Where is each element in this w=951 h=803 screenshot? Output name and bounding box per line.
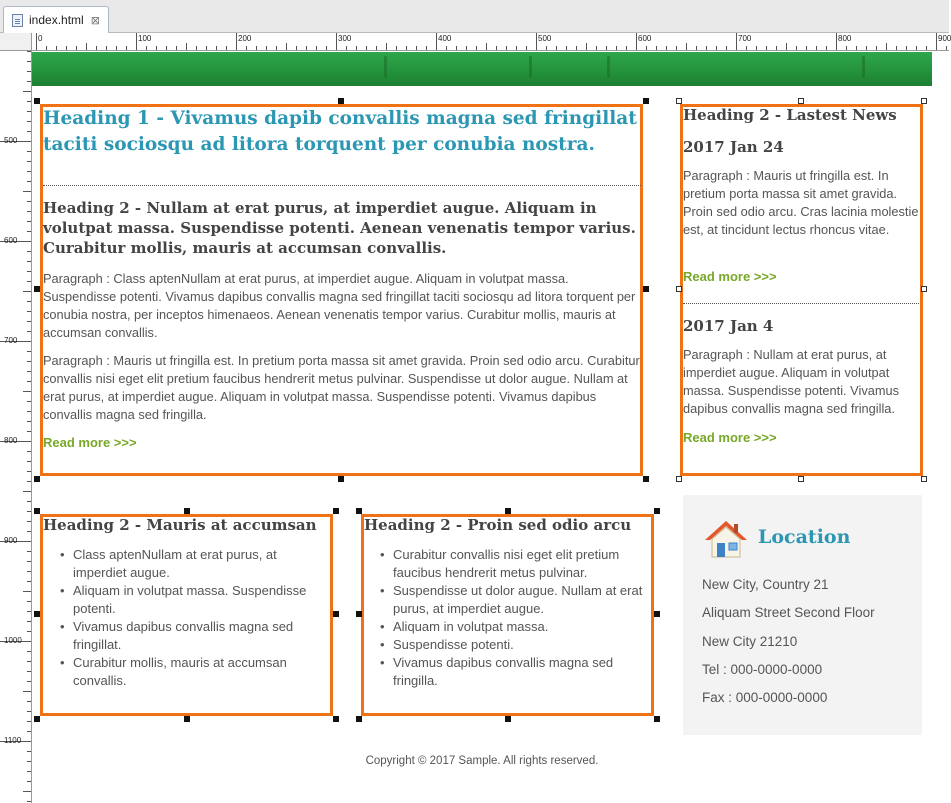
ruler-tick <box>726 46 727 50</box>
ruler-tick <box>23 591 31 592</box>
ruler-tick <box>586 43 587 50</box>
location-address-line: Aliquam Street Second Floor <box>702 605 875 620</box>
ruler-tick <box>27 351 31 352</box>
ruler-tick <box>606 46 607 50</box>
list-item: • Class aptenNullam at erat purus, at imperdiet augue. <box>43 546 331 582</box>
ruler-tick <box>296 46 297 50</box>
resize-handle[interactable] <box>921 476 927 482</box>
location-address-line: New City, Country 21 <box>702 577 829 592</box>
ruler-tick <box>27 101 31 102</box>
ruler-tick <box>696 46 697 50</box>
ruler-tick <box>476 46 477 50</box>
ruler-label: 1100 <box>4 736 22 745</box>
ruler-tick <box>336 33 337 50</box>
ruler-tick <box>66 46 67 50</box>
ruler-tick <box>776 46 777 50</box>
list-item: • Vivamus dapibus convallis magna sed fringilla. <box>363 654 651 690</box>
ruler-tick <box>27 421 31 422</box>
resize-handle[interactable] <box>798 98 804 104</box>
ruler-tick <box>506 46 507 50</box>
ruler-tick <box>516 46 517 50</box>
list-item: • Suspendisse potenti. <box>363 636 651 654</box>
ruler-tick <box>456 46 457 50</box>
resize-handle[interactable] <box>505 508 511 514</box>
ruler-tick <box>23 491 31 492</box>
ruler-tick <box>576 46 577 50</box>
ruler-tick <box>596 46 597 50</box>
tab-strip <box>0 0 949 33</box>
ruler-tick <box>826 46 827 50</box>
ruler-tick <box>27 171 31 172</box>
ruler-tick <box>27 121 31 122</box>
ruler-tick <box>836 33 837 50</box>
news-heading: Heading 2 - Lastest News <box>683 106 897 124</box>
ruler-tick <box>27 711 31 712</box>
resize-handle[interactable] <box>654 508 660 514</box>
news-date: 2017 Jan 4 <box>683 317 774 335</box>
ruler-label: 700 <box>738 34 752 43</box>
resize-handle[interactable] <box>34 286 40 292</box>
ruler-tick <box>436 33 437 50</box>
ruler-tick <box>27 271 31 272</box>
ruler-tick <box>27 281 31 282</box>
resize-handle[interactable] <box>184 508 190 514</box>
ruler-tick <box>756 46 757 50</box>
close-icon[interactable]: ⊠ <box>90 14 100 27</box>
ruler-tick <box>96 46 97 50</box>
ruler-label: 1000 <box>4 636 22 645</box>
ruler-tick <box>376 46 377 50</box>
news-date: 2017 Jan 24 <box>683 138 784 156</box>
ruler-tick <box>326 46 327 50</box>
location-panel <box>683 495 922 735</box>
ruler-tick <box>27 381 31 382</box>
ruler-tick <box>27 451 31 452</box>
ruler-tick <box>27 461 31 462</box>
ruler-tick <box>746 46 747 50</box>
ruler-tick <box>27 251 31 252</box>
main-read-more-link[interactable]: Read more >>> <box>43 435 137 450</box>
resize-handle[interactable] <box>921 98 927 104</box>
ruler-tick <box>556 46 557 50</box>
ruler-tick <box>27 201 31 202</box>
ruler-tick <box>23 191 31 192</box>
ruler-tick <box>27 361 31 362</box>
ruler-tick <box>27 51 31 52</box>
grass-decoration <box>607 56 610 78</box>
ruler-tick <box>626 46 627 50</box>
ruler-tick <box>136 33 137 50</box>
ruler-tick <box>616 46 617 50</box>
ruler-tick <box>27 411 31 412</box>
ruler-tick <box>176 46 177 50</box>
ruler-tick <box>46 46 47 50</box>
ruler-tick <box>856 46 857 50</box>
resize-handle[interactable] <box>505 716 511 722</box>
resize-handle[interactable] <box>338 98 344 104</box>
ruler-tick <box>286 43 287 50</box>
file-icon <box>12 14 23 27</box>
location-fax: Fax : 000-0000-0000 <box>702 690 828 705</box>
ruler-tick <box>27 701 31 702</box>
divider <box>43 185 641 186</box>
ruler-tick <box>236 33 237 50</box>
location-phone: Tel : 000-0000-0000 <box>702 662 823 677</box>
ruler-label: 800 <box>4 436 18 445</box>
grass-decoration <box>384 56 387 78</box>
ruler-tick <box>27 131 31 132</box>
ruler-label: 600 <box>4 236 18 245</box>
resize-handle[interactable] <box>676 98 682 104</box>
resize-handle[interactable] <box>333 716 339 722</box>
resize-handle[interactable] <box>34 508 40 514</box>
ruler-tick <box>166 46 167 50</box>
ruler-tick <box>27 111 31 112</box>
ruler-tick <box>27 631 31 632</box>
ruler-tick <box>306 46 307 50</box>
resize-handle[interactable] <box>654 611 660 617</box>
ruler-tick <box>23 291 31 292</box>
ruler-tick <box>866 46 867 50</box>
ruler-tick <box>27 781 31 782</box>
ruler-tick <box>27 181 31 182</box>
ruler-tick <box>27 151 31 152</box>
ruler-tick <box>206 46 207 50</box>
ruler-tick <box>27 61 31 62</box>
news-read-more-link[interactable]: Read more >>> <box>683 430 777 445</box>
list-item: • Suspendisse ut dolor augue. Nullam at erat purus, at imperdiet augue. <box>363 582 651 618</box>
ruler-tick <box>686 43 687 50</box>
ruler-tick <box>256 46 257 50</box>
ruler-label: 0 <box>38 34 43 43</box>
tab-index-html[interactable] <box>3 6 109 33</box>
news-paragraph: Paragraph : Mauris ut fringilla est. In pretium porta massa sit amet gravida. Proin sed odio arcu. Cras lacinia molestie est, at tincidunt lectus rhoncus vitae. <box>683 168 919 237</box>
ruler-tick <box>27 751 31 752</box>
ruler-tick <box>36 33 37 50</box>
ruler-tick <box>27 801 31 802</box>
ruler-label: 600 <box>638 34 652 43</box>
ruler-tick <box>27 651 31 652</box>
resize-handle[interactable] <box>184 716 190 722</box>
ruler-tick <box>666 46 667 50</box>
ruler-tick <box>936 33 937 50</box>
ruler-tick <box>316 46 317 50</box>
ruler-tick <box>27 331 31 332</box>
resize-handle[interactable] <box>654 716 660 722</box>
main-paragraph-2: Paragraph : Mauris ut fringilla est. In pretium porta massa sit amet gravida. Proin sed odio arcu. Curabitur convallis nisi eget elit pretium faucibus hendrerit metus pulvinar. Suspendisse ut dolor augue. Nullam at erat purus, at imperdiet augue. Aliquam in volutpat massa. Suspendisse potenti. Vivamus dapibus convallis magna sed fringilla. <box>43 353 640 422</box>
ruler-tick <box>526 46 527 50</box>
ruler-tick <box>906 46 907 50</box>
ruler-tick <box>736 33 737 50</box>
ruler-tick <box>366 46 367 50</box>
ruler-tick <box>846 46 847 50</box>
ruler-tick <box>146 46 147 50</box>
ruler-label: 900 <box>938 34 951 43</box>
resize-handle[interactable] <box>333 611 339 617</box>
news-box[interactable] <box>680 104 923 476</box>
ruler-tick <box>486 43 487 50</box>
ruler-tick <box>27 601 31 602</box>
horizontal-ruler[interactable] <box>32 33 949 51</box>
ruler-tick <box>27 761 31 762</box>
resize-handle[interactable] <box>643 286 649 292</box>
ruler-tick <box>386 43 387 50</box>
ruler-tick <box>656 46 657 50</box>
ruler-tick <box>27 311 31 312</box>
ruler-tick <box>926 46 927 50</box>
ruler-tick <box>796 46 797 50</box>
ruler-tick <box>636 33 637 50</box>
ruler-tick <box>276 46 277 50</box>
grass-decoration <box>529 56 532 78</box>
ruler-tick <box>676 46 677 50</box>
ruler-tick <box>946 46 947 50</box>
ruler-tick <box>646 46 647 50</box>
resize-handle[interactable] <box>34 716 40 722</box>
box-2-list <box>363 546 651 690</box>
ruler-tick <box>246 46 247 50</box>
resize-handle[interactable] <box>34 476 40 482</box>
ruler-label: 800 <box>838 34 852 43</box>
ruler-tick <box>226 46 227 50</box>
ruler-tick <box>23 391 31 392</box>
ruler-corner <box>0 33 32 51</box>
ruler-tick <box>27 221 31 222</box>
resize-handle[interactable] <box>921 286 927 292</box>
box-1-list <box>43 546 331 690</box>
ruler-label: 500 <box>4 136 18 145</box>
ruler-tick <box>27 431 31 432</box>
header-banner <box>32 52 932 86</box>
copyright-text: Copyright © 2017 Sample. All rights reserved. <box>365 755 599 767</box>
ruler-tick <box>896 46 897 50</box>
vertical-ruler[interactable] <box>0 51 32 803</box>
ruler-tick <box>496 46 497 50</box>
location-title: Location <box>758 526 851 548</box>
ruler-tick <box>816 46 817 50</box>
ruler-tick <box>566 46 567 50</box>
ruler-tick <box>346 46 347 50</box>
list-item: • Aliquam in volutpat massa. Suspendisse potenti. <box>43 582 331 618</box>
resize-handle[interactable] <box>34 98 40 104</box>
ruler-tick <box>466 46 467 50</box>
ruler-tick <box>27 621 31 622</box>
ruler-tick <box>186 43 187 50</box>
resize-handle[interactable] <box>356 716 362 722</box>
ruler-tick <box>27 161 31 162</box>
ruler-tick <box>27 71 31 72</box>
divider <box>683 303 919 304</box>
ruler-tick <box>27 581 31 582</box>
ruler-tick <box>27 401 31 402</box>
ruler-tick <box>546 46 547 50</box>
ruler-tick <box>126 46 127 50</box>
ruler-tick <box>23 91 31 92</box>
ruler-tick <box>27 261 31 262</box>
ruler-tick <box>916 46 917 50</box>
resize-handle[interactable] <box>338 476 344 482</box>
main-heading-1: Heading 1 - Vivamus dapib convallis magna sed fringillat taciti sociosqu ad litora torquent per conubia nostra. <box>43 108 637 155</box>
resize-handle[interactable] <box>333 508 339 514</box>
ruler-label: 300 <box>338 34 352 43</box>
resize-handle[interactable] <box>34 611 40 617</box>
ruler-tick <box>786 43 787 50</box>
resize-handle[interactable] <box>676 286 682 292</box>
ruler-tick <box>27 611 31 612</box>
ruler-tick <box>426 46 427 50</box>
resize-handle[interactable] <box>356 508 362 514</box>
ruler-tick <box>27 471 31 472</box>
ruler-tick <box>27 371 31 372</box>
ruler-tick <box>23 791 31 792</box>
ruler-tick <box>27 231 31 232</box>
main-paragraph-1: Paragraph : Class aptenNullam at erat purus, at imperdiet augue. Aliquam in volutpat massa. Suspendisse potenti. Vivamus dapibus convallis magna sed fringillat taciti sociosqu ad litora torquent per conubia nostra, per inceptos himenaeos. Aenean venenatis tempor varius. Curabitur mollis, mauris at accumsan convallis. <box>43 271 636 340</box>
ruler-tick <box>266 46 267 50</box>
ruler-tick <box>706 46 707 50</box>
list-item: • Aliquam in volutpat massa. <box>363 618 651 636</box>
box-2-heading: Heading 2 - Proin sed odio arcu <box>364 516 632 534</box>
location-address-line: New City 21210 <box>702 634 798 649</box>
resize-handle[interactable] <box>798 476 804 482</box>
ruler-tick <box>27 321 31 322</box>
tab-label: index.html <box>29 13 84 27</box>
ruler-tick <box>27 511 31 512</box>
box-1-heading: Heading 2 - Mauris at accumsan <box>43 516 317 534</box>
ruler-tick <box>27 521 31 522</box>
main-heading-2: Heading 2 - Nullam at erat purus, at imperdiet augue. Aliquam in volutpat massa. Suspendisse potenti. Aenean venenatis tempor varius. Curabitur mollis, mauris at accumsan convallis. <box>43 199 636 257</box>
ruler-tick <box>156 46 157 50</box>
ruler-tick <box>446 46 447 50</box>
ruler-tick <box>196 46 197 50</box>
house-icon <box>703 519 749 559</box>
ruler-tick <box>27 531 31 532</box>
list-item: • Curabitur mollis, mauris at accumsan convallis. <box>43 654 331 690</box>
ruler-tick <box>536 33 537 50</box>
ruler-tick <box>27 671 31 672</box>
ruler-tick <box>806 46 807 50</box>
ruler-tick <box>27 661 31 662</box>
ruler-tick <box>106 46 107 50</box>
ruler-label: 900 <box>4 536 18 545</box>
ruler-tick <box>23 691 31 692</box>
news-paragraph: Paragraph : Nullam at erat purus, at imperdiet augue. Aliquam in volutpat massa. Suspendisse potenti. Vivamus dapibus convallis magna sed fringilla. <box>683 347 900 416</box>
ruler-label: 200 <box>238 34 252 43</box>
resize-handle[interactable] <box>643 476 649 482</box>
ruler-tick <box>27 551 31 552</box>
ruler-tick <box>416 46 417 50</box>
ruler-tick <box>216 46 217 50</box>
ruler-label: 700 <box>4 336 18 345</box>
ruler-tick <box>886 43 887 50</box>
resize-handle[interactable] <box>643 98 649 104</box>
ruler-tick <box>766 46 767 50</box>
ruler-tick <box>76 46 77 50</box>
ruler-tick <box>27 571 31 572</box>
ruler-label: 100 <box>138 34 152 43</box>
ruler-tick <box>116 46 117 50</box>
ruler-tick <box>27 721 31 722</box>
ruler-label: 500 <box>538 34 552 43</box>
ruler-tick <box>27 681 31 682</box>
resize-handle[interactable] <box>676 476 682 482</box>
ruler-tick <box>27 731 31 732</box>
ruler-tick <box>716 46 717 50</box>
ruler-tick <box>406 46 407 50</box>
resize-handle[interactable] <box>356 611 362 617</box>
grass-decoration <box>862 56 865 78</box>
ruler-tick <box>27 481 31 482</box>
list-item: • Curabitur convallis nisi eget elit pretium faucibus hendrerit metus pulvinar. <box>363 546 651 582</box>
ruler-tick <box>27 501 31 502</box>
ruler-tick <box>876 46 877 50</box>
ruler-tick <box>56 46 57 50</box>
ruler-tick <box>27 81 31 82</box>
news-read-more-link[interactable]: Read more >>> <box>683 269 777 284</box>
ruler-tick <box>27 301 31 302</box>
ruler-tick <box>27 561 31 562</box>
ruler-tick <box>356 46 357 50</box>
ruler-label: 400 <box>438 34 452 43</box>
list-item: • Vivamus dapibus convallis magna sed fringillat. <box>43 618 331 654</box>
ruler-tick <box>86 43 87 50</box>
ruler-tick <box>27 211 31 212</box>
ruler-tick <box>27 771 31 772</box>
ruler-tick <box>396 46 397 50</box>
